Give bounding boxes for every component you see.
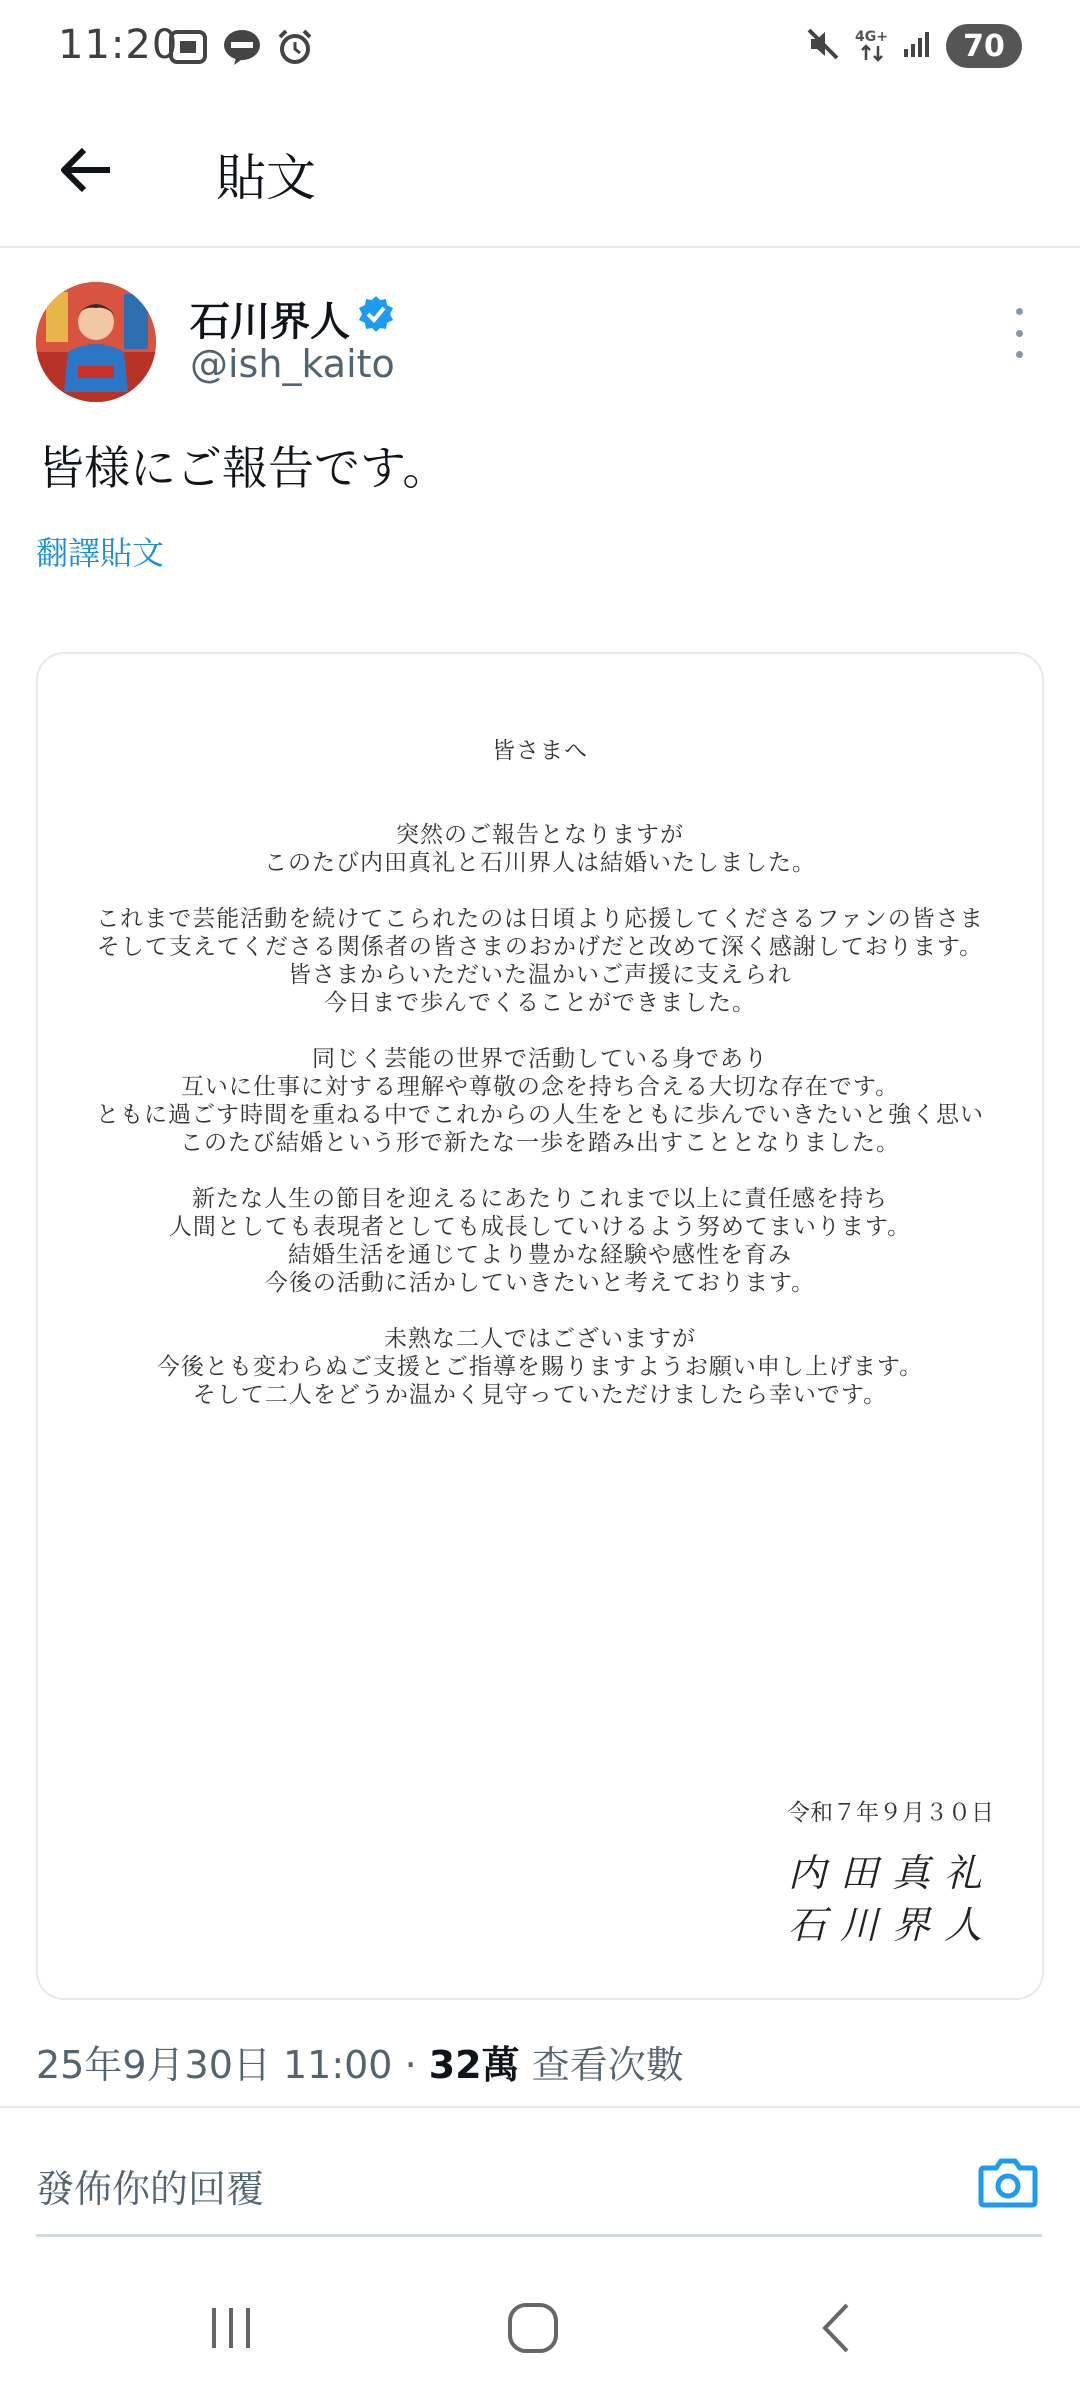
letter-line: そして支えてくださる関係者の皆さまのおかげだと改めて深く感謝しております。 xyxy=(96,934,984,960)
post-meta xyxy=(36,2034,684,2089)
author-name[interactable]: 石川界人 xyxy=(190,299,350,345)
letter-date: 令和７年９月３０日 xyxy=(787,1800,994,1826)
letter-line: 突然のご報告となりますが xyxy=(396,822,684,848)
reply-underline xyxy=(36,2234,1042,2237)
home-icon xyxy=(506,2301,560,2355)
system-navigation-bar xyxy=(0,2258,1080,2400)
more-vertical-icon xyxy=(1016,308,1023,315)
alarm-icon xyxy=(276,28,314,70)
post-text: 皆様にご報告です。 xyxy=(38,441,449,495)
top-app-bar xyxy=(0,100,1080,248)
screenshot-icon xyxy=(168,29,208,69)
line-icon xyxy=(222,28,262,70)
status-time: 11:20 xyxy=(58,22,179,68)
letter-line: 同じく芸能の世界で活動している身であり xyxy=(312,1046,768,1072)
letter-line: 新たな人生の節目を迎えるにあたりこれまで以上に責任感を持ち xyxy=(192,1186,888,1212)
home-button[interactable] xyxy=(488,2288,578,2368)
camera-icon xyxy=(978,2156,1038,2208)
author-handle[interactable]: @ish_kaito xyxy=(190,342,395,386)
letter-line: そして二人をどうか温かく見守っていただけましたら幸いです。 xyxy=(192,1382,888,1408)
letter-line: 人間としても表現者としても成長していけるよう努めてまいります。 xyxy=(168,1214,912,1240)
arrow-left-icon xyxy=(58,145,114,195)
letter-line: 今後の活動に活かしていきたいと考えております。 xyxy=(264,1270,816,1296)
post-timestamp: 25年9月30日 11:00 xyxy=(36,2043,393,2087)
letter-line: 皆さまへ xyxy=(492,738,588,764)
avatar[interactable] xyxy=(36,282,156,402)
network-type: 4G+ xyxy=(855,29,888,45)
system-back-button[interactable] xyxy=(790,2288,880,2368)
signature: 内田真礼 xyxy=(787,1851,996,1895)
reply-input[interactable]: 發佈你的回覆 xyxy=(36,2167,265,2211)
letter-line: これまで芸能活動を続けてこられたのは日頃より応援してくださるファンの皆さま xyxy=(96,906,984,932)
more-options-button[interactable] xyxy=(1004,308,1034,358)
signature: 石川界人 xyxy=(787,1903,996,1947)
translate-post-link[interactable]: 翻譯貼文 xyxy=(36,534,165,572)
network-icon xyxy=(855,30,888,62)
post-image[interactable] xyxy=(36,652,1044,2000)
letter-line: このたび結婚という形で新たな一歩を踏み出すこととなりました。 xyxy=(180,1130,900,1156)
letter-line: 今日まで歩んでくることができました。 xyxy=(324,990,756,1016)
page-title: 貼文 xyxy=(216,149,316,207)
recent-apps-icon xyxy=(206,2305,256,2351)
mute-icon xyxy=(805,26,841,66)
meta-separator: · xyxy=(392,2043,429,2087)
letter-line: 今後とも変わらぬご支援とご指導を賜りますようお願い申し上げます。 xyxy=(156,1354,924,1380)
letter-line: 皆さまからいただいた温かいご声援に支えられ xyxy=(288,962,792,988)
letter-line: 結婚生活を通じてより豊かな経験や感性を育み xyxy=(288,1242,792,1268)
recent-apps-button[interactable] xyxy=(186,2288,276,2368)
views-count[interactable]: 32萬 xyxy=(428,2043,520,2087)
letter-line: 未熟な二人ではございますが xyxy=(384,1326,696,1352)
camera-button[interactable] xyxy=(976,2150,1040,2214)
status-bar xyxy=(0,0,1080,100)
signal-icon xyxy=(902,29,932,63)
divider xyxy=(0,2106,1080,2108)
back-button[interactable] xyxy=(46,130,126,210)
battery-indicator: 70 xyxy=(946,24,1022,68)
letter-line: このたび内田真礼と石川界人は結婚いたしました。 xyxy=(264,850,816,876)
letter-line: 互いに仕事に対する理解や尊敬の念を持ち合える大切な存在です。 xyxy=(180,1074,900,1100)
letter-line: ともに過ごす時間を重ねる中でこれからの人生をともに歩んでいきたいと強く思い xyxy=(96,1102,984,1128)
verified-badge-icon xyxy=(356,294,396,338)
chevron-left-icon xyxy=(815,2301,855,2355)
views-label: 查看次數 xyxy=(519,2043,684,2087)
